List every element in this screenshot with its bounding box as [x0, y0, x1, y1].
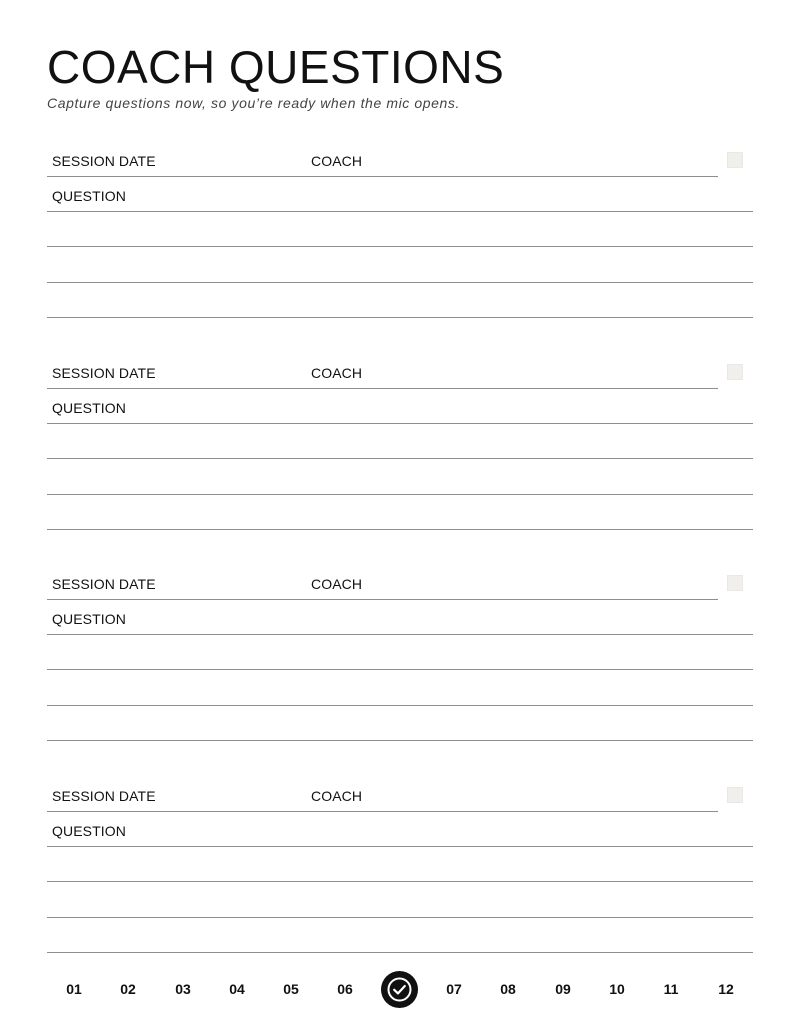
- question-label: QUESTION: [52, 611, 126, 627]
- entry-checkbox[interactable]: [727, 575, 743, 591]
- page-link-03[interactable]: 03: [175, 981, 191, 997]
- question-line[interactable]: [47, 846, 753, 847]
- question-label: QUESTION: [52, 823, 126, 839]
- question-line[interactable]: [47, 705, 753, 706]
- question-line[interactable]: [47, 494, 753, 495]
- question-line[interactable]: [47, 881, 753, 882]
- question-entry: [0, 568, 800, 748]
- question-line[interactable]: [47, 740, 753, 741]
- question-label: QUESTION: [52, 188, 126, 204]
- page-subtitle: Capture questions now, so you’re ready when the mic opens.: [47, 95, 461, 111]
- page-link-10[interactable]: 10: [609, 981, 625, 997]
- coach-label: COACH: [311, 365, 363, 381]
- question-line[interactable]: [47, 246, 753, 247]
- check-circle-icon: [381, 971, 418, 1008]
- page-link-11[interactable]: 11: [663, 981, 679, 997]
- question-entry: [0, 145, 800, 325]
- page-link-08[interactable]: 08: [500, 981, 516, 997]
- page-link-07[interactable]: 07: [446, 981, 462, 997]
- coach-label: COACH: [311, 576, 363, 592]
- session-coach-line[interactable]: [47, 388, 718, 389]
- session-date-label: SESSION DATE: [52, 365, 156, 381]
- page-navigation: [0, 971, 800, 1009]
- question-label: QUESTION: [52, 400, 126, 416]
- page-link-05[interactable]: 05: [283, 981, 299, 997]
- page-link-04[interactable]: 04: [229, 981, 245, 997]
- page-title: COACH QUESTIONS: [47, 41, 505, 93]
- question-line[interactable]: [47, 952, 753, 953]
- session-date-label: SESSION DATE: [52, 576, 156, 592]
- question-line[interactable]: [47, 458, 753, 459]
- question-entry: [0, 357, 800, 537]
- page-link-09[interactable]: 09: [555, 981, 571, 997]
- current-page-check-button[interactable]: [381, 971, 418, 1008]
- entry-checkbox[interactable]: [727, 787, 743, 803]
- entry-checkbox[interactable]: [727, 364, 743, 380]
- coach-label: COACH: [311, 788, 363, 804]
- question-line[interactable]: [47, 423, 753, 424]
- question-line[interactable]: [47, 317, 753, 318]
- session-coach-line[interactable]: [47, 176, 718, 177]
- question-line[interactable]: [47, 634, 753, 635]
- page-link-02[interactable]: 02: [120, 981, 136, 997]
- session-coach-line[interactable]: [47, 811, 718, 812]
- page-link-06[interactable]: 06: [337, 981, 353, 997]
- page-link-12[interactable]: 12: [718, 981, 734, 997]
- question-line[interactable]: [47, 211, 753, 212]
- coach-label: COACH: [311, 153, 363, 169]
- question-line[interactable]: [47, 529, 753, 530]
- page-link-01[interactable]: 01: [66, 981, 82, 997]
- session-coach-line[interactable]: [47, 599, 718, 600]
- question-entry: [0, 780, 800, 960]
- question-line[interactable]: [47, 917, 753, 918]
- session-date-label: SESSION DATE: [52, 153, 156, 169]
- question-line[interactable]: [47, 282, 753, 283]
- entry-checkbox[interactable]: [727, 152, 743, 168]
- question-line[interactable]: [47, 669, 753, 670]
- session-date-label: SESSION DATE: [52, 788, 156, 804]
